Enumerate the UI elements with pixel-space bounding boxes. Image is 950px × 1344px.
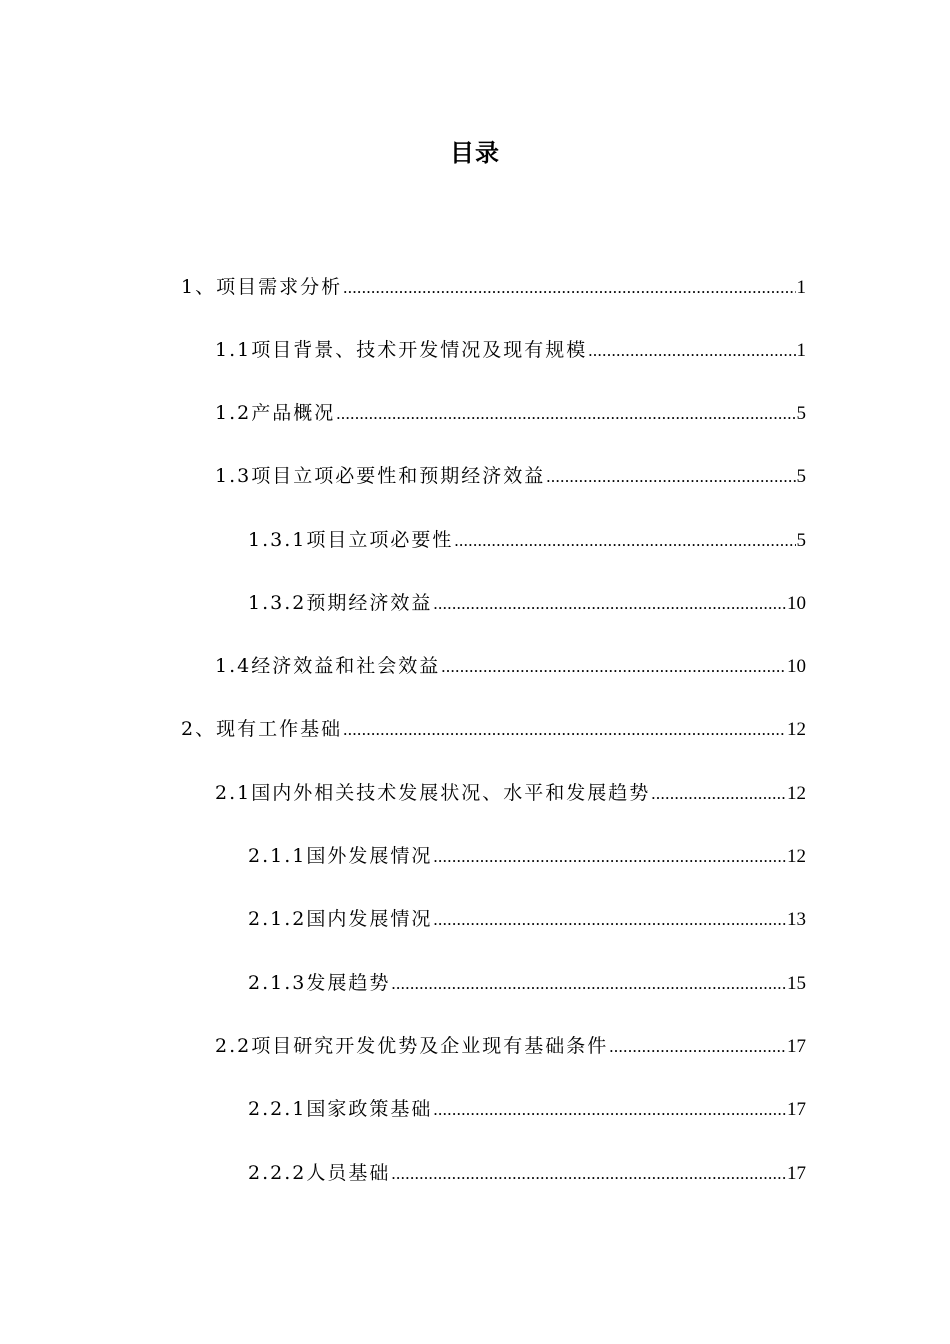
- toc-entry[interactable]: [215, 780, 806, 807]
- dot-leader: [391, 1161, 786, 1187]
- toc-entry[interactable]: [248, 1160, 806, 1187]
- toc-entry-page: 17: [787, 1099, 806, 1120]
- toc-entry-page: 15: [787, 973, 806, 994]
- dot-leader: [433, 844, 786, 870]
- toc-entry[interactable]: [215, 400, 806, 427]
- dot-leader: [454, 528, 795, 554]
- toc-entry[interactable]: [181, 274, 806, 301]
- toc-entry-page: 12: [787, 846, 806, 867]
- toc-title: 目录: [450, 139, 500, 167]
- dot-leader: [336, 401, 795, 427]
- toc-entry-page: 17: [787, 1163, 806, 1184]
- toc-entry-label: 1、项目需求分析: [181, 276, 343, 298]
- toc-entry-page: 12: [787, 783, 806, 804]
- dot-leader: [433, 1097, 786, 1123]
- toc-entry-label: 1.2产品概况: [215, 402, 336, 424]
- dot-leader: [343, 717, 786, 743]
- toc-entry[interactable]: [248, 527, 806, 554]
- toc-entry[interactable]: [248, 1096, 806, 1123]
- toc-entry-label: 2.2.2人员基础: [248, 1162, 391, 1184]
- toc-entry-label: 2.2.1国家政策基础: [248, 1098, 433, 1120]
- toc-entry-label: 2、现有工作基础: [181, 718, 343, 740]
- dot-leader: [433, 907, 786, 933]
- toc-entry-label: 2.1国内外相关技术发展状况、水平和发展趋势: [215, 782, 651, 804]
- dot-leader: [343, 275, 795, 301]
- dot-leader: [609, 1034, 786, 1060]
- toc-entry-label: 2.2项目研究开发优势及企业现有基础条件: [215, 1035, 609, 1057]
- toc-entry-page: 1: [796, 277, 806, 298]
- dot-leader: [441, 654, 786, 680]
- toc-entry[interactable]: [248, 843, 806, 870]
- toc-entry-label: 1.1项目背景、技术开发情况及现有规模: [215, 339, 588, 361]
- toc-entry[interactable]: [215, 653, 806, 680]
- dot-leader: [546, 464, 795, 490]
- toc-entry-label: 1.4经济效益和社会效益: [215, 655, 441, 677]
- toc-entry-label: 1.3项目立项必要性和预期经济效益: [215, 465, 546, 487]
- toc-entry-page: 12: [787, 719, 806, 740]
- toc-entry-label: 2.1.3发展趋势: [248, 972, 391, 994]
- toc-entry[interactable]: [248, 590, 806, 617]
- dot-leader: [651, 781, 786, 807]
- dot-leader: [391, 971, 786, 997]
- toc-entry[interactable]: [181, 716, 806, 743]
- toc-entry[interactable]: [215, 1033, 806, 1060]
- toc-entry[interactable]: [248, 970, 806, 997]
- toc-entry-label: 2.1.1国外发展情况: [248, 845, 433, 867]
- toc-entry[interactable]: [215, 337, 806, 364]
- toc-entry-page: 1: [796, 340, 806, 361]
- toc-entry-page: 13: [787, 909, 806, 930]
- dot-leader: [588, 338, 795, 364]
- toc-entry[interactable]: [248, 906, 806, 933]
- toc-entry-page: 10: [787, 656, 806, 677]
- toc-entry-label: 1.3.2预期经济效益: [248, 592, 433, 614]
- toc-entry-page: 5: [796, 403, 806, 424]
- toc-entry-page: 17: [787, 1036, 806, 1057]
- toc-entry-page: 10: [787, 593, 806, 614]
- toc-entry-page: 5: [796, 530, 806, 551]
- toc-entry-label: 2.1.2国内发展情况: [248, 908, 433, 930]
- toc-entry-label: 1.3.1项目立项必要性: [248, 529, 454, 551]
- toc-entry[interactable]: [215, 463, 806, 490]
- dot-leader: [433, 591, 786, 617]
- toc-entry-page: 5: [796, 466, 806, 487]
